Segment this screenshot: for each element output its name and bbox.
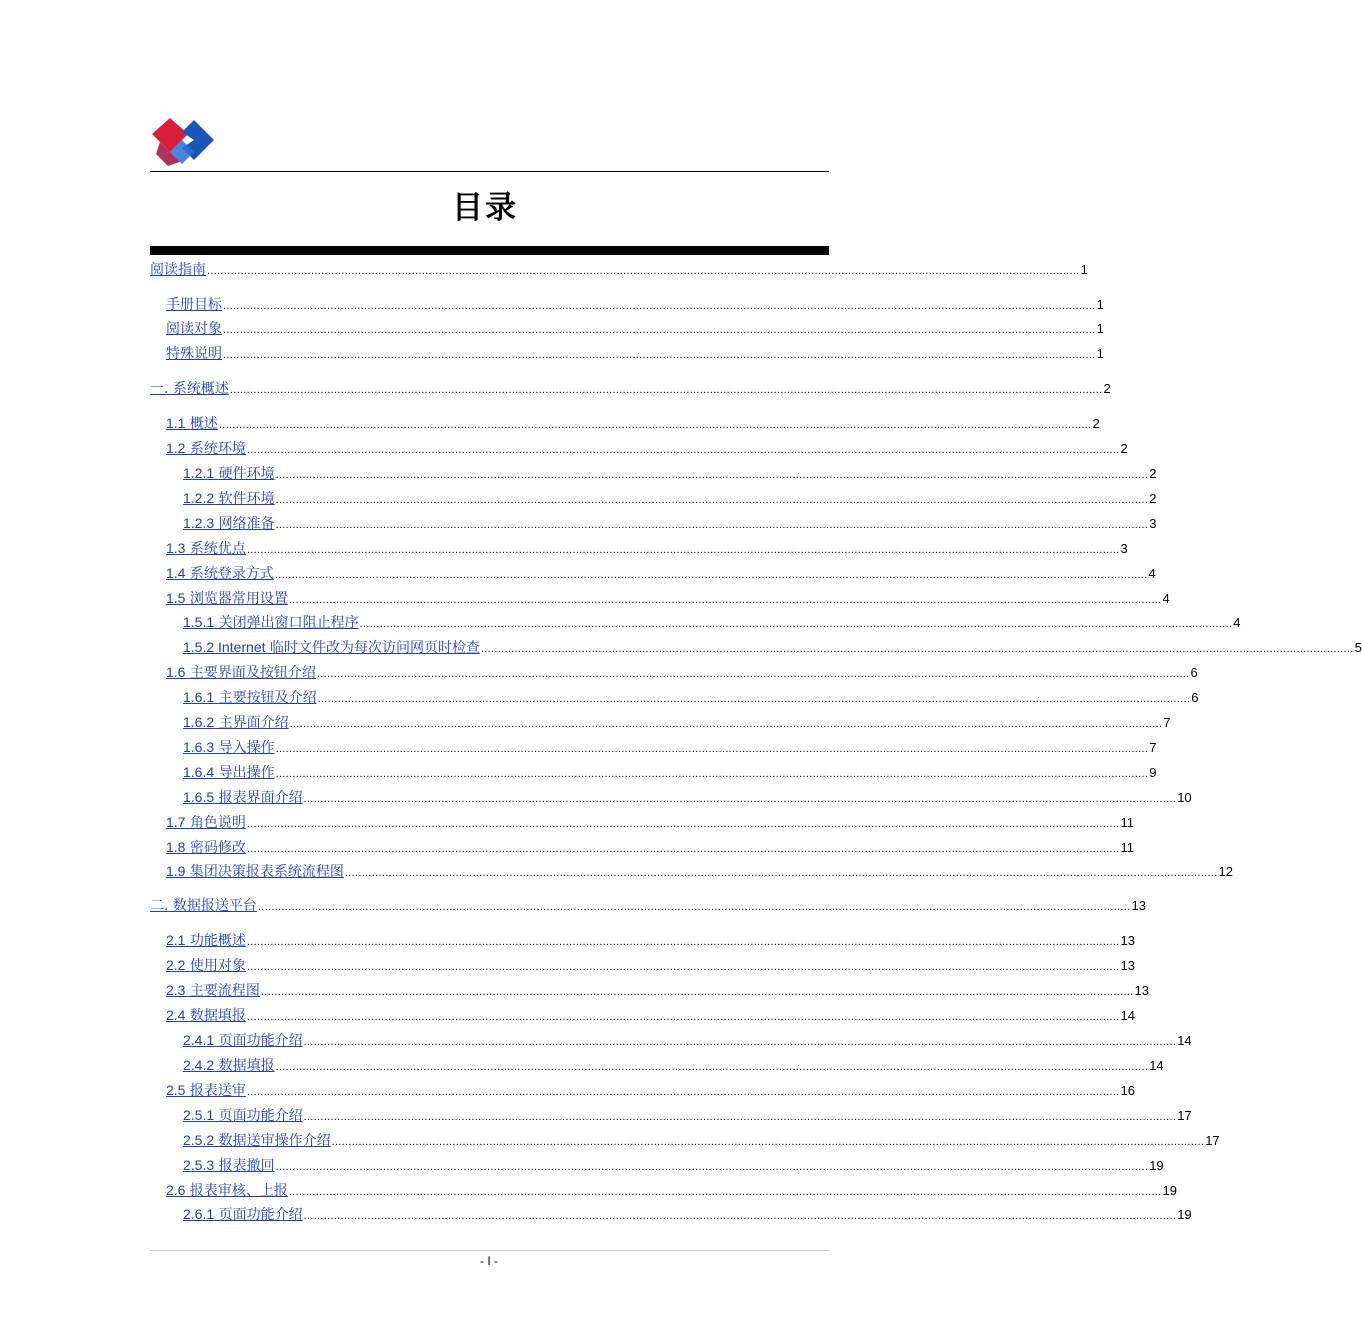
toc-page-number: 11 [1120, 815, 1135, 830]
toc-entry[interactable] [183, 737, 1157, 757]
toc-leader-dots: .................................................................................................................................................................................................................................................................... [246, 444, 1120, 456]
toc-entry-number: 1.8 [166, 839, 186, 855]
toc-entry-link[interactable] [166, 344, 222, 364]
toc-leader-dots: .................................................................................................................................................................................................................................................................... [257, 901, 1131, 913]
toc-entry-title: 数据送审操作介绍 [218, 1133, 331, 1149]
toc-entry-title: 密码修改 [189, 840, 246, 856]
toc-entry-title: 页面功能介绍 [218, 1207, 303, 1223]
toc-entry-title: 数据填报 [189, 1008, 246, 1024]
toc-leader-dots: .................................................................................................................................................................................................................................................................... [480, 643, 1354, 655]
toc-entry-title: 浏览器常用设置 [189, 591, 288, 607]
toc-entry-number: 2.4.1 [183, 1032, 215, 1048]
toc-entry-number: 1.6.4 [183, 764, 215, 780]
toc-entry-link[interactable] [166, 1005, 246, 1026]
toc-entry-title: 特殊说明 [166, 346, 222, 362]
toc-entry-link[interactable] [183, 1130, 331, 1151]
toc-entry[interactable] [183, 1155, 1164, 1175]
toc-entry[interactable] [150, 379, 1111, 399]
toc-entry-link[interactable] [183, 1204, 303, 1225]
toc-entry-link[interactable] [166, 861, 344, 882]
toc-entry[interactable] [183, 463, 1157, 483]
toc-entry-title: 网络准备 [218, 516, 275, 532]
toc-entry-title: 导入操作 [218, 740, 275, 756]
toc-entry[interactable] [166, 812, 1135, 832]
company-logo-icon [148, 112, 218, 170]
toc-entry-number: 1.6.5 [183, 789, 215, 805]
toc-leader-dots: .................................................................................................................................................................................................................................................................... [288, 1186, 1162, 1198]
toc-entry-link[interactable] [166, 295, 222, 315]
toc-entry-number: 2.4 [166, 1007, 186, 1023]
footer-rule [150, 1250, 829, 1251]
toc-leader-dots: .................................................................................................................................................................................................................................................................... [246, 961, 1120, 973]
toc-entry-number: 1.4 [166, 565, 186, 581]
toc-entry-link[interactable] [183, 637, 480, 658]
toc-leader-dots: .................................................................................................................................................................................................................................................................... [274, 569, 1148, 581]
toc-leader-dots: .................................................................................................................................................................................................................................................................... [218, 419, 1092, 431]
toc-entry-number: 1.6 [166, 664, 186, 680]
toc-entry[interactable] [166, 344, 1104, 364]
toc-entry-number: 2.1 [166, 932, 186, 948]
toc-entry[interactable] [183, 712, 1171, 732]
toc-leader-dots: .................................................................................................................................................................................................................................................................... [246, 1086, 1120, 1098]
toc-entry-title: 系统优点 [189, 541, 246, 557]
toc-page-number: 13 [1131, 898, 1146, 913]
toc-entry[interactable] [166, 1080, 1135, 1100]
toc-entry-title: 角色说明 [189, 815, 246, 831]
toc-entry-title: 一. 系统概述 [150, 381, 229, 397]
toc-page-number: 1 [1096, 297, 1104, 312]
toc-entry-link[interactable] [183, 463, 275, 484]
toc-page-number: 14 [1149, 1058, 1164, 1073]
toc-entry-title: 页面功能介绍 [218, 1033, 303, 1049]
toc-leader-dots: .................................................................................................................................................................................................................................................................... [275, 494, 1149, 506]
toc-entry[interactable] [166, 538, 1128, 558]
toc-leader-dots: .................................................................................................................................................................................................................................................................... [223, 324, 1096, 336]
toc-page-number: 19 [1177, 1207, 1192, 1222]
toc-leader-dots: .................................................................................................................................................................................................................................................................... [229, 384, 1103, 396]
toc-page-number: 4 [1162, 591, 1170, 606]
toc-entry-title: 功能概述 [189, 933, 246, 949]
toc-leader-dots: .................................................................................................................................................................................................................................................................... [288, 594, 1162, 606]
toc-page-number: 11 [1120, 840, 1135, 855]
toc-page-number: 2 [1120, 441, 1128, 456]
toc-entry[interactable] [166, 563, 1156, 583]
toc-leader-dots: .................................................................................................................................................................................................................................................................... [246, 818, 1120, 830]
toc-entry[interactable] [166, 319, 1104, 339]
toc-entry-link[interactable] [150, 379, 229, 399]
toc-entry-title: 临时文件改为每次访问网页时检查 [269, 640, 480, 656]
toc-entry-number: 2.6 [166, 1182, 186, 1198]
toc-entry-title: 报表撤回 [218, 1158, 275, 1174]
toc-entry-title: 关闭弹出窗口阻止程序 [218, 615, 359, 631]
toc-entry-title: 概述 [189, 416, 218, 432]
toc-entry[interactable] [183, 1030, 1192, 1050]
toc-entry-number: 2.5.2 [183, 1132, 215, 1148]
toc-page-number: 12 [1218, 864, 1233, 879]
toc-leader-dots: .................................................................................................................................................................................................................................................................... [246, 936, 1120, 948]
toc-entry[interactable] [183, 787, 1192, 807]
toc-entry-title: 报表送审 [189, 1083, 246, 1099]
toc-entry-number: 2.2 [166, 957, 186, 973]
toc-page-number: 7 [1149, 740, 1157, 755]
toc-page-number: 14 [1177, 1033, 1192, 1048]
toc-entry-number: 1.2.2 [183, 490, 215, 506]
toc-entry-number: 2.5.3 [183, 1157, 215, 1173]
toc-page-number: 2 [1103, 381, 1111, 396]
toc-entry-link[interactable] [166, 955, 246, 976]
toc-entry[interactable] [183, 1204, 1192, 1224]
toc-entry-link[interactable] [150, 260, 206, 280]
toc-entry-title: 页面功能介绍 [218, 1108, 303, 1124]
page-title: 目录 [452, 190, 518, 226]
toc-entry-number: 1.1 [166, 415, 186, 431]
toc-leader-dots: .................................................................................................................................................................................................................................................................... [303, 1210, 1177, 1222]
toc-entry-number: 1.6.3 [183, 739, 215, 755]
toc-entry-number: 1.2 [166, 440, 186, 456]
toc-leader-dots: .................................................................................................................................................................................................................................................................... [275, 469, 1149, 481]
toc-page-number: 5 [1354, 640, 1362, 655]
toc-entry-title: 集团决策报表系统流程图 [189, 864, 344, 880]
toc-entry[interactable] [183, 1105, 1192, 1125]
toc-page-number: 3 [1120, 541, 1128, 556]
toc-leader-dots: .................................................................................................................................................................................................................................................................... [246, 1011, 1120, 1023]
toc-entry[interactable] [183, 488, 1157, 508]
toc-entry-link[interactable] [166, 837, 246, 858]
toc-leader-dots: .................................................................................................................................................................................................................................................................... [316, 668, 1190, 680]
page-number: - I - [480, 1254, 498, 1268]
toc-entry-title: 阅读对象 [166, 321, 222, 337]
toc-entry-title: 报表审核、上报 [189, 1183, 288, 1199]
toc-page-number: 4 [1148, 566, 1156, 581]
toc-leader-dots: .................................................................................................................................................................................................................................................................... [275, 519, 1149, 531]
toc-entry[interactable] [166, 930, 1135, 950]
toc-entry-link[interactable] [150, 896, 257, 916]
toc-entry[interactable] [166, 955, 1135, 975]
toc-entry-link[interactable] [183, 712, 289, 733]
toc-page-number: 7 [1163, 715, 1171, 730]
toc-page-number: 17 [1205, 1133, 1220, 1148]
toc-entry-link[interactable] [183, 1030, 303, 1051]
toc-leader-dots: .................................................................................................................................................................................................................................................................... [246, 544, 1120, 556]
toc-entry-title: 报表界面介绍 [218, 790, 303, 806]
toc-entry-link[interactable] [166, 588, 288, 609]
toc-entry-number: 1.3 [166, 540, 186, 556]
title-divider [150, 246, 829, 255]
toc-entry[interactable] [150, 896, 1146, 916]
toc-entry-link[interactable] [166, 930, 246, 951]
toc-entry-title: 数据填报 [218, 1058, 275, 1074]
toc-entry[interactable] [183, 1055, 1164, 1075]
toc-entry-link[interactable] [166, 413, 218, 434]
toc-page-number: 1 [1080, 262, 1088, 277]
toc-leader-dots: .................................................................................................................................................................................................................................................................... [223, 300, 1096, 312]
toc-entry-title: 主要按钮及介绍 [218, 690, 317, 706]
toc-entry-title: 主要界面及按钮介绍 [189, 665, 316, 681]
toc-entry[interactable] [183, 762, 1157, 782]
toc-entry-link[interactable] [183, 762, 275, 783]
toc-entry[interactable] [183, 637, 1362, 657]
toc-entry-title: 导出操作 [218, 765, 275, 781]
toc-leader-dots: .................................................................................................................................................................................................................................................................... [344, 867, 1218, 879]
toc-entry-link[interactable] [166, 438, 246, 459]
toc-page-number: 19 [1162, 1183, 1177, 1198]
toc-page-number: 2 [1149, 491, 1157, 506]
toc-leader-dots: .................................................................................................................................................................................................................................................................... [359, 618, 1233, 630]
toc-entry-number: 2.6.1 [183, 1206, 215, 1222]
toc-page-number: 6 [1190, 665, 1198, 680]
toc-page-number: 13 [1120, 933, 1135, 948]
toc-entry-link[interactable] [183, 787, 303, 808]
toc-entry-number: 1.6.2 [183, 714, 215, 730]
toc-page-number: 17 [1177, 1108, 1192, 1123]
toc-leader-dots: .................................................................................................................................................................................................................................................................... [223, 349, 1096, 361]
toc-entry-link[interactable] [166, 563, 274, 584]
toc-entry-link[interactable] [183, 488, 275, 509]
toc-page-number: 10 [1177, 790, 1192, 805]
toc-entry-title: 软件环境 [218, 491, 275, 507]
toc-entry[interactable] [183, 612, 1241, 632]
toc-entry[interactable] [166, 1005, 1135, 1025]
toc-entry-number: 1.5.2 Internet [183, 639, 266, 655]
toc-leader-dots: .................................................................................................................................................................................................................................................................... [275, 1161, 1149, 1173]
toc-page-number: 13 [1134, 983, 1149, 998]
toc-entry-number: 1.7 [166, 814, 186, 830]
toc-entry-number: 1.5.1 [183, 614, 215, 630]
toc-page-number: 3 [1149, 516, 1157, 531]
toc-entry-number: 2.5.1 [183, 1107, 215, 1123]
toc-leader-dots: .................................................................................................................................................................................................................................................................... [331, 1136, 1205, 1148]
toc-entry[interactable] [166, 837, 1135, 857]
toc-entry[interactable] [150, 260, 1088, 280]
toc-entry[interactable] [183, 687, 1199, 707]
toc-leader-dots: .................................................................................................................................................................................................................................................................... [275, 743, 1149, 755]
toc-entry[interactable] [166, 980, 1149, 1000]
toc-page-number: 14 [1120, 1008, 1135, 1023]
toc-entry-number: 1.5 [166, 590, 186, 606]
toc-entry-link[interactable] [166, 1080, 246, 1101]
toc-leader-dots: .................................................................................................................................................................................................................................................................... [317, 693, 1191, 705]
toc-entry-title: 主要流程图 [189, 983, 260, 999]
toc-entry-link[interactable] [166, 812, 246, 833]
toc-entry[interactable] [166, 295, 1104, 315]
toc-entry-link[interactable] [183, 1055, 275, 1076]
toc-entry-number: 1.6.1 [183, 689, 215, 705]
toc-entry-number: 1.2.1 [183, 465, 215, 481]
header-rule [150, 171, 829, 172]
toc-page-number: 13 [1120, 958, 1135, 973]
toc-leader-dots: .................................................................................................................................................................................................................................................................... [303, 1036, 1177, 1048]
toc-entry-number: 1.2.3 [183, 515, 215, 531]
toc-entry-title: 硬件环境 [218, 466, 275, 482]
toc-entry-link[interactable] [166, 1180, 288, 1201]
toc-entry[interactable] [183, 513, 1157, 533]
toc-page-number: 1 [1096, 321, 1104, 336]
toc-leader-dots: .................................................................................................................................................................................................................................................................... [303, 1111, 1177, 1123]
toc-leader-dots: .................................................................................................................................................................................................................................................................... [303, 793, 1177, 805]
toc-entry-link[interactable] [183, 737, 275, 758]
toc-page-number: 4 [1233, 615, 1241, 630]
toc-entry-link[interactable] [183, 1155, 275, 1176]
toc-entry-link[interactable] [166, 980, 260, 1001]
toc-entry-number: 1.9 [166, 863, 186, 879]
toc-entry[interactable] [166, 861, 1233, 881]
toc-entry-title: 系统登录方式 [189, 566, 274, 582]
toc-page-number: 9 [1149, 765, 1157, 780]
toc-entry-title: 使用对象 [189, 958, 246, 974]
toc-entry[interactable] [166, 662, 1198, 682]
toc-entry[interactable] [166, 438, 1128, 458]
toc-leader-dots: .................................................................................................................................................................................................................................................................... [207, 265, 1080, 277]
toc-page-number: 16 [1120, 1083, 1135, 1098]
toc-page-number: 6 [1191, 690, 1199, 705]
toc-leader-dots: .................................................................................................................................................................................................................................................................... [275, 768, 1149, 780]
toc-entry-title: 系统环境 [189, 441, 246, 457]
toc-entry-link[interactable] [183, 513, 275, 534]
toc-entry-number: 2.4.2 [183, 1057, 215, 1073]
toc-entry-link[interactable] [166, 319, 222, 339]
toc-entry[interactable] [166, 588, 1170, 608]
toc-entry-link[interactable] [183, 687, 317, 708]
toc-entry-number: 2.5 [166, 1082, 186, 1098]
toc-leader-dots: .................................................................................................................................................................................................................................................................... [246, 843, 1120, 855]
toc-leader-dots: .................................................................................................................................................................................................................................................................... [275, 1061, 1149, 1073]
toc-entry-link[interactable] [183, 612, 359, 633]
toc-entry[interactable] [183, 1130, 1220, 1150]
toc-entry-title: 手册目标 [166, 297, 222, 313]
toc-page-number: 19 [1149, 1158, 1164, 1173]
toc-page-number: 2 [1092, 416, 1100, 431]
toc-entry-link[interactable] [166, 662, 316, 683]
toc-entry[interactable] [166, 413, 1100, 433]
toc-entry-title: 二. 数据报送平台 [150, 898, 257, 914]
toc-leader-dots: .................................................................................................................................................................................................................................................................... [260, 986, 1134, 998]
toc-page-number: 1 [1096, 346, 1104, 361]
toc-entry-link[interactable] [183, 1105, 303, 1126]
toc-entry-number: 2.3 [166, 982, 186, 998]
toc-entry[interactable] [166, 1180, 1177, 1200]
toc-entry-link[interactable] [166, 538, 246, 559]
toc-entry-title: 主界面介绍 [218, 715, 289, 731]
toc-page-number: 2 [1149, 466, 1157, 481]
toc-leader-dots: .................................................................................................................................................................................................................................................................... [289, 718, 1163, 730]
toc-entry-title: 阅读指南 [150, 262, 206, 278]
